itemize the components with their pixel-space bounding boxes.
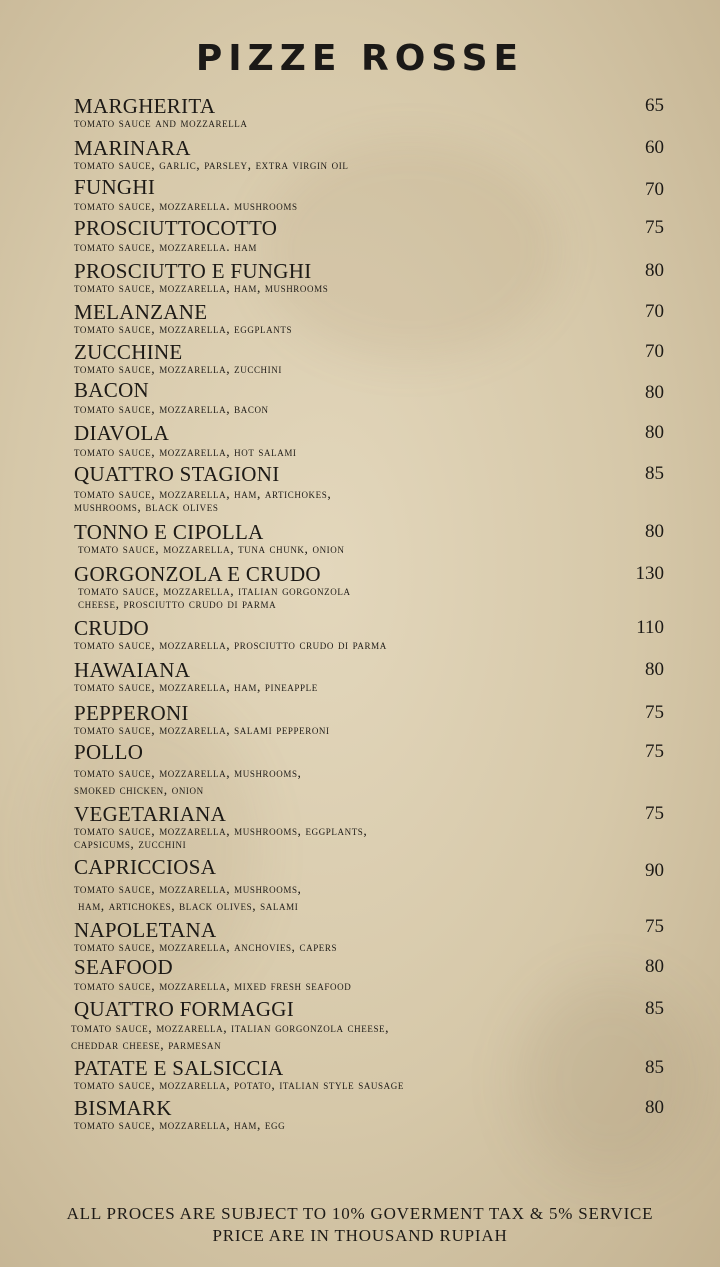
item-description: tomato sauce, mozzarella, mushrooms, bbox=[74, 765, 302, 780]
item-name: CRUDO bbox=[74, 616, 150, 640]
menu-item-quattro-stagioni bbox=[74, 464, 664, 513]
menu-item-prosciuttocotto bbox=[74, 218, 664, 255]
item-name: QUATTRO FORMAGGI bbox=[74, 997, 295, 1021]
item-price: 85 bbox=[645, 998, 664, 1019]
item-name: BACON bbox=[74, 378, 150, 402]
item-description: tomato sauce, mozzarella, hot salami bbox=[74, 444, 297, 459]
item-price: 130 bbox=[635, 563, 664, 584]
item-name: PROSCIUTTOCOTTO bbox=[74, 216, 278, 240]
item-description-line2: ham, artichokes, black olives, salami bbox=[78, 898, 299, 913]
item-description: tomato sauce and mozzarella bbox=[74, 115, 248, 130]
item-description: tomato sauce, mozzarella, ham, egg bbox=[74, 1117, 286, 1132]
item-price: 90 bbox=[645, 860, 664, 881]
menu-item-napoletana bbox=[74, 916, 664, 954]
menu-item-crudo bbox=[74, 618, 664, 651]
item-name: CAPRICCIOSA bbox=[74, 855, 217, 879]
item-price: 80 bbox=[645, 521, 664, 542]
item-description: tomato sauce, mozzarella, prosciutto crudo di parma bbox=[74, 637, 387, 652]
item-price: 75 bbox=[645, 916, 664, 937]
item-description: tomato sauce, mozzarella, tuna chunk, onion bbox=[78, 541, 345, 556]
menu-item-margherita bbox=[74, 96, 664, 129]
item-description-line2: smoked chicken, onion bbox=[74, 782, 204, 797]
item-description: tomato sauce, mozzarella, ham, pineapple bbox=[74, 679, 318, 694]
item-description: tomato sauce, mozzarella, ham, artichokes, bbox=[74, 486, 332, 501]
item-price: 80 bbox=[645, 260, 664, 281]
item-name: BISMARK bbox=[74, 1096, 172, 1120]
item-name: PATATE E SALSICCIA bbox=[74, 1056, 284, 1080]
item-price: 85 bbox=[645, 463, 664, 484]
item-name: SEAFOOD bbox=[74, 955, 173, 979]
item-description-line2: cheese, prosciutto crudo di parma bbox=[78, 596, 277, 611]
item-name: MARGHERITA bbox=[74, 94, 216, 118]
item-name: HAWAIANA bbox=[74, 658, 191, 682]
item-name: MELANZANE bbox=[74, 300, 208, 324]
item-description: tomato sauce, mozzarella, anchovies, capers bbox=[74, 939, 338, 954]
item-description: tomato sauce, mozzarella, potato, italian style sausage bbox=[74, 1077, 404, 1092]
menu-item-melanzane bbox=[74, 302, 664, 335]
item-description: tomato sauce, mozzarella, eggplants bbox=[74, 321, 293, 336]
item-price: 65 bbox=[645, 95, 664, 116]
item-description-line2: mushrooms, black olives bbox=[74, 499, 219, 514]
item-name: MARINARA bbox=[74, 136, 191, 160]
item-name: TONNO E CIPOLLA bbox=[74, 520, 264, 544]
item-description: tomato sauce, garlic, parsley, extra virgin oil bbox=[74, 157, 349, 172]
menu-item-vegetariana bbox=[74, 804, 664, 850]
menu-item-tonno-e-cipolla bbox=[74, 522, 664, 555]
item-description: tomato sauce, mozzarella, mushrooms, eggplants, bbox=[74, 823, 368, 838]
item-description: tomato sauce, mozzarella. mushrooms bbox=[74, 198, 298, 213]
item-price: 70 bbox=[645, 179, 664, 200]
item-name: PROSCIUTTO E FUNGHI bbox=[74, 259, 312, 283]
item-description: tomato sauce, mozzarella, zucchini bbox=[74, 361, 282, 376]
menu-item-prosciutto-e-funghi bbox=[74, 261, 664, 294]
item-description: tomato sauce, mozzarella, salami pepperoni bbox=[74, 722, 330, 737]
menu-item-capricciosa bbox=[74, 857, 664, 914]
menu-item-pollo bbox=[74, 742, 664, 798]
item-price: 75 bbox=[645, 803, 664, 824]
menu-item-diavola bbox=[74, 423, 664, 460]
item-description: tomato sauce, mozzarella, italian gorgonzola bbox=[78, 583, 351, 598]
menu-item-marinara bbox=[74, 138, 664, 171]
item-price: 70 bbox=[645, 341, 664, 362]
item-price: 75 bbox=[645, 217, 664, 238]
tax-note: ALL PROCES ARE SUBJECT TO 10% GOVERMENT TAX & 5% SERVICE bbox=[66, 1204, 654, 1223]
item-price: 80 bbox=[645, 1097, 664, 1118]
item-price: 110 bbox=[636, 617, 664, 638]
item-price: 80 bbox=[645, 956, 664, 977]
menu-item-bacon bbox=[74, 380, 664, 417]
menu-item-quattro-formaggi bbox=[71, 997, 664, 1053]
currency-note: PRICE ARE IN THOUSAND RUPIAH bbox=[212, 1226, 508, 1245]
menu-item-pepperoni bbox=[74, 703, 664, 736]
menu-item-patate-e-salsiccia bbox=[74, 1058, 664, 1091]
item-name: ZUCCHINE bbox=[74, 340, 183, 364]
item-price: 80 bbox=[645, 659, 664, 680]
menu-item-bismark bbox=[74, 1098, 664, 1131]
item-description: tomato sauce, mozzarella, ham, mushrooms bbox=[74, 280, 329, 295]
item-price: 75 bbox=[645, 702, 664, 723]
item-description-line2: cheddar cheese, parmesan bbox=[71, 1037, 222, 1052]
item-name: PEPPERONI bbox=[74, 701, 189, 725]
item-name: DIAVOLA bbox=[74, 421, 170, 445]
item-name: POLLO bbox=[74, 740, 144, 764]
item-price: 85 bbox=[645, 1057, 664, 1078]
item-price: 75 bbox=[645, 741, 664, 762]
item-name: NAPOLETANA bbox=[74, 918, 217, 942]
item-description: tomato sauce, mozzarella, bacon bbox=[74, 401, 269, 416]
item-name: VEGETARIANA bbox=[74, 802, 227, 826]
item-price: 70 bbox=[645, 301, 664, 322]
item-price: 80 bbox=[645, 422, 664, 443]
item-price: 60 bbox=[645, 137, 664, 158]
item-name: QUATTRO STAGIONI bbox=[74, 462, 280, 486]
menu-title: PIZZE ROSSE bbox=[195, 38, 525, 79]
menu-item-gorgonzola-e-crudo bbox=[74, 564, 664, 610]
item-description: tomato sauce, mozzarella. ham bbox=[74, 239, 257, 254]
item-description-line2: capsicums, zucchini bbox=[74, 836, 187, 851]
item-description: tomato sauce, mozzarella, mushrooms, bbox=[74, 881, 302, 896]
item-name: FUNGHI bbox=[74, 175, 156, 199]
item-description: tomato sauce, mozzarella, mixed fresh seafood bbox=[74, 978, 352, 993]
menu-item-funghi bbox=[74, 177, 664, 214]
item-name: GORGONZOLA E CRUDO bbox=[74, 562, 321, 586]
menu-item-seafood bbox=[74, 957, 664, 994]
price-note bbox=[0, 1203, 720, 1247]
item-price: 80 bbox=[645, 382, 664, 403]
menu-item-zucchine bbox=[74, 342, 664, 375]
item-description: tomato sauce, mozzarella, italian gorgonzola cheese, bbox=[71, 1020, 390, 1035]
menu-item-hawaiana bbox=[74, 660, 664, 693]
